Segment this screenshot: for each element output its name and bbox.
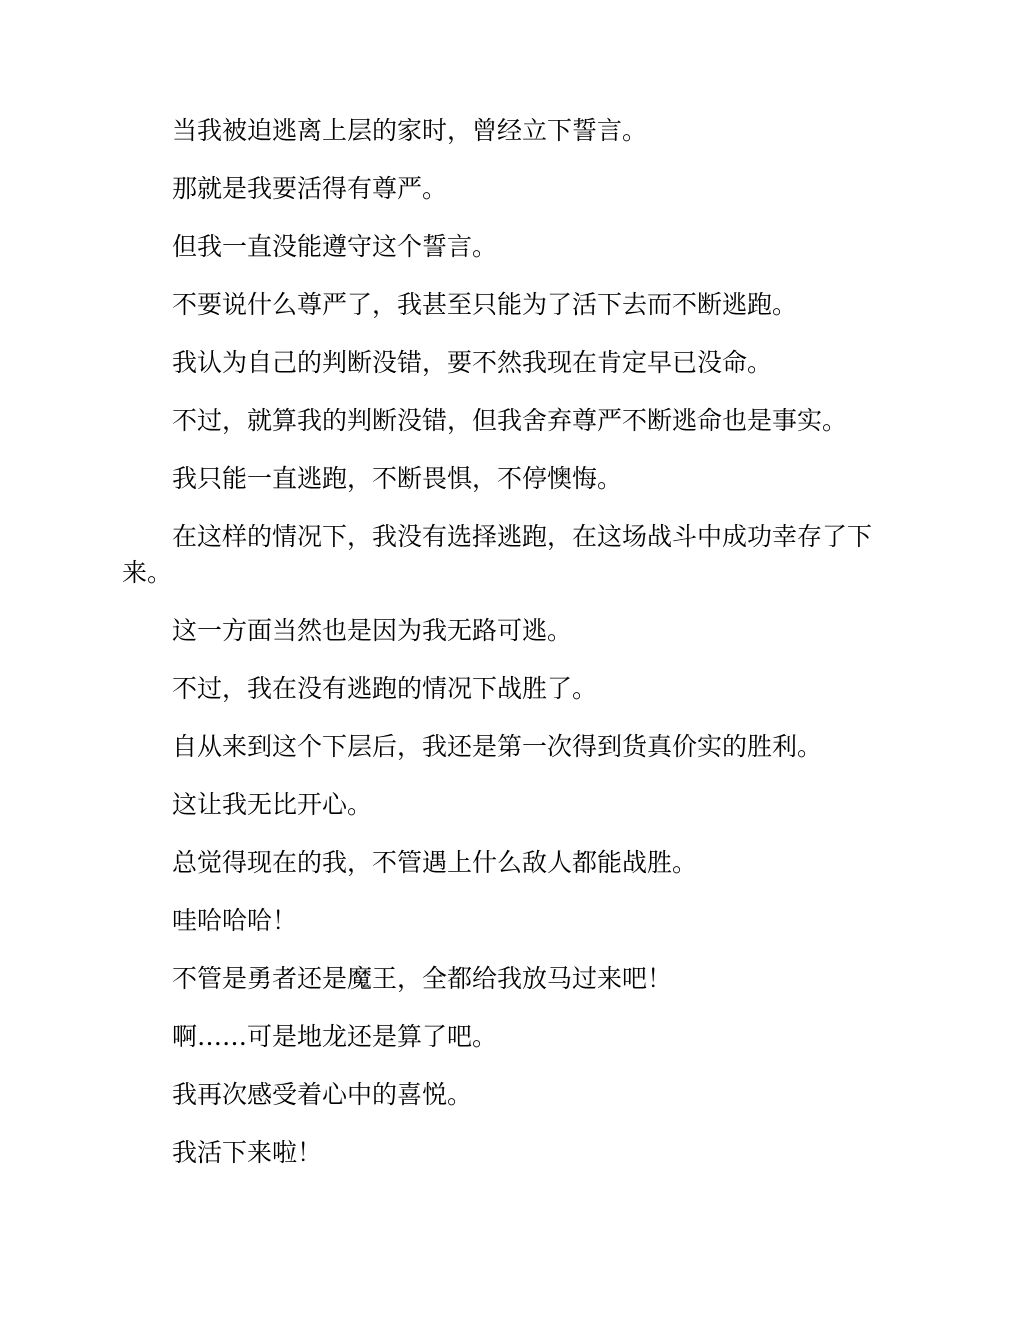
paragraph: 这让我无比开心。 xyxy=(172,790,373,819)
paragraph: 自从来到这个下层后，我还是第一次得到货真价实的胜利。 xyxy=(172,732,823,761)
paragraph: 我只能一直逃跑，不断畏惧，不停懊悔。 xyxy=(172,464,623,493)
paragraph: 我再次感受着心中的喜悦。 xyxy=(172,1080,473,1109)
paragraph: 哇哈哈哈！ xyxy=(172,906,298,935)
paragraph: 那就是我要活得有尊严。 xyxy=(172,174,448,203)
paragraph: 不管是勇者还是魔王，全都给我放马过来吧！ xyxy=(172,964,673,993)
paragraph: 这一方面当然也是因为我无路可逃。 xyxy=(172,616,573,645)
paragraph: 啊……可是地龙还是算了吧。 xyxy=(172,1022,498,1051)
document-body xyxy=(122,113,882,1193)
paragraph: 不要说什么尊严了，我甚至只能为了活下去而不断逃跑。 xyxy=(172,290,798,319)
paragraph: 当我被迫逃离上层的家时，曾经立下誓言。 xyxy=(172,116,648,145)
paragraph: 不过，我在没有逃跑的情况下战胜了。 xyxy=(172,674,598,703)
paragraph: 总觉得现在的我，不管遇上什么敌人都能战胜。 xyxy=(172,848,698,877)
paragraph: 在这样的情况下，我没有选择逃跑，在这场战斗中成功幸存了下来。 xyxy=(122,522,873,587)
paragraph: 我活下来啦！ xyxy=(172,1138,323,1167)
paragraph: 但我一直没能遵守这个誓言。 xyxy=(172,232,498,261)
paragraph: 不过，就算我的判断没错，但我舍弃尊严不断逃命也是事实。 xyxy=(172,406,848,435)
paragraph: 我认为自己的判断没错，要不然我现在肯定早已没命。 xyxy=(172,348,773,377)
